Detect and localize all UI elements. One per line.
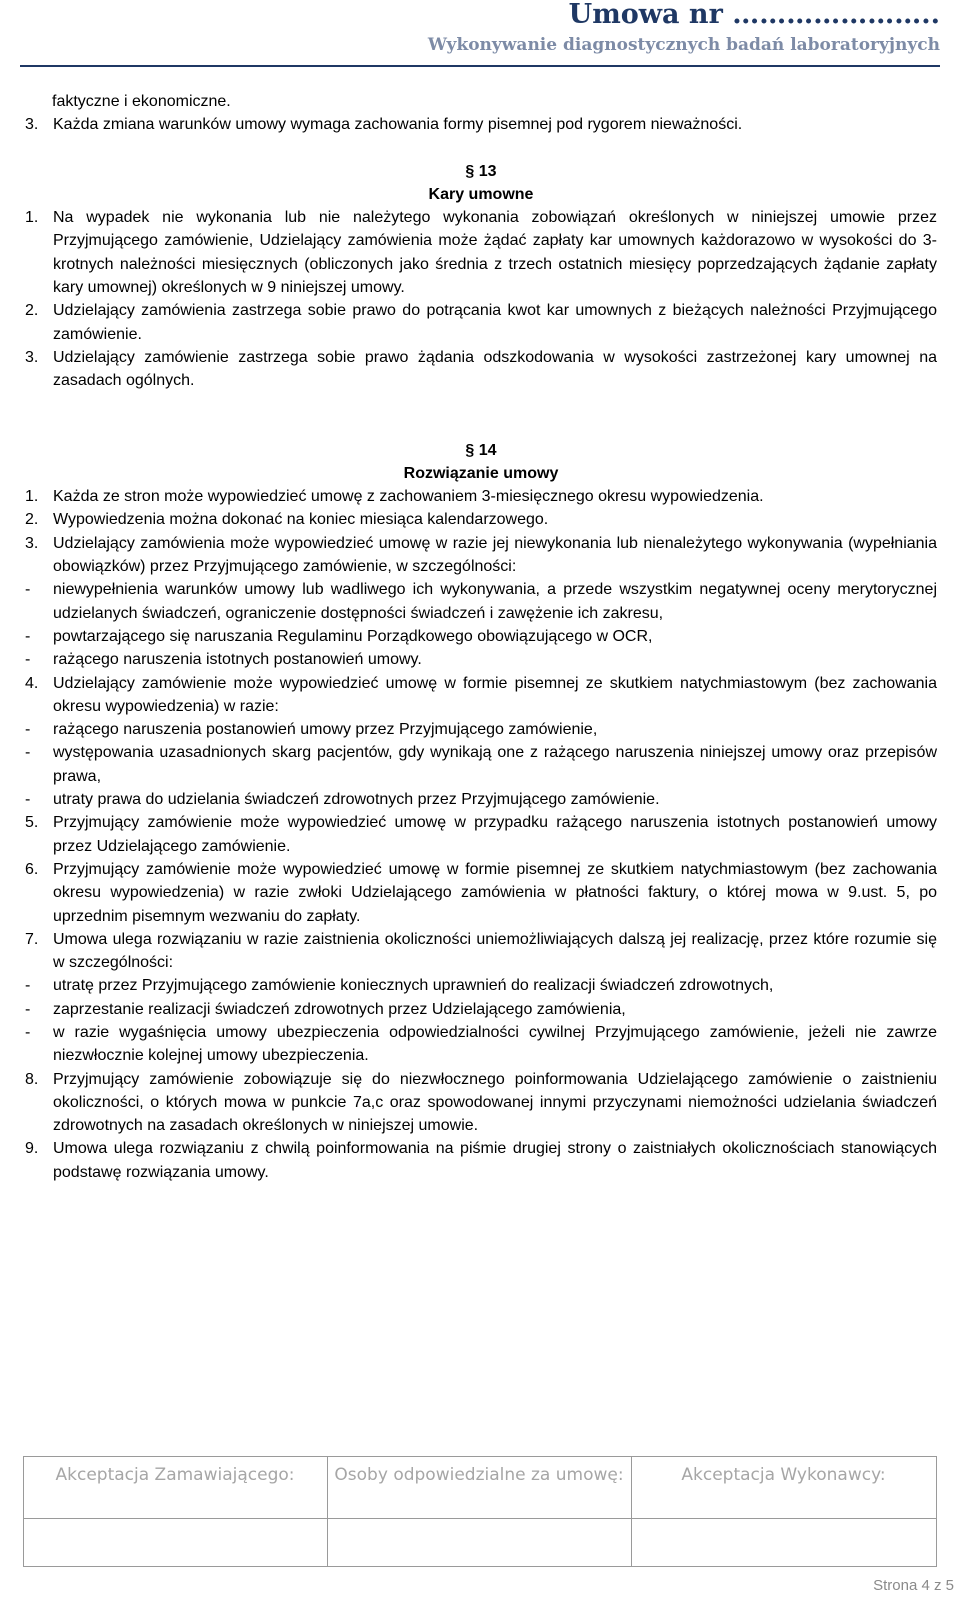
header-divider (20, 65, 940, 67)
list-item (25, 858, 937, 928)
list-item (25, 532, 937, 579)
section-13-number: 13 (478, 162, 497, 180)
section-14-list (25, 485, 937, 1184)
section-13-list (25, 206, 937, 392)
bullet-item (25, 998, 937, 1021)
item-number: 2. (25, 302, 39, 320)
item-number: - (25, 977, 31, 995)
list-item (25, 508, 937, 531)
item-number: 5. (25, 814, 39, 832)
item-text: Udzielający zamówienie zastrzega sobie prawo żądania odszkodowania w wysokości zastrzeżonej kary umownej na zasadach ogólnych. (53, 348, 937, 390)
bullet-item (25, 578, 937, 625)
item-number: - (25, 1023, 31, 1041)
item-number: 9. (25, 1140, 39, 1158)
bullet-item (25, 1021, 937, 1068)
item-text: Przyjmujący zamówienie może wypowiedzieć umowę w formie pisemnej ze skutkiem natychmiastowym (bez zachowania okresu wypowiedzenia) w razie zwłoki Udzielającego zamówienia w płatności faktury, o której mowa w 9.ust. 5, po uprzednim pisemnym wezwaniu do zapłaty. (53, 860, 937, 925)
footer-client-acceptance: Akceptacja Zamawiającego: (55, 1465, 295, 1485)
intro-line: faktyczne i ekonomiczne. (52, 93, 231, 110)
header-title: Umowa nr ………………….. (568, 0, 940, 30)
document-body (25, 90, 937, 1184)
item-text: Przyjmujący zamówienie może wypowiedzieć umowę w przypadku rażącego naruszenia istotnych postanowień umowy przez Udzielającego zamówienie. (53, 814, 937, 855)
item-text: Umowa ulega rozwiązaniu w razie zaistnienia okoliczności uniemożliwiających dalszą jej realizację, przez które rozumie się w szczególności: (53, 930, 937, 972)
bullet-item (25, 718, 937, 741)
section-14-number: 14 (478, 441, 497, 459)
section-13-title: Kary umowne (428, 185, 534, 203)
list-item (25, 1068, 937, 1138)
item-number: 7. (25, 930, 39, 948)
item-number: 2. (25, 511, 39, 529)
list-item (25, 485, 937, 508)
list-item (25, 206, 937, 299)
item-number: - (25, 651, 31, 669)
item-text: Na wypadek nie wykonania lub nie należytego wykonania zobowiązań określonych w niniejszej umowie przez Przyjmującego zamówienie, Udzielający zamówienia może żądać zapłaty kar umownych każdorazowo w wysokości do 3-krotnych należności miesięcznych (obliczonych jako średnia z trzech ostatnich miesięcy poprzedzających żądanie zapłaty kary umownej) określonych w 9 niniejszej umowy. (53, 209, 937, 297)
item-number: 4. (25, 674, 39, 692)
item-text: niewypełnienia warunków umowy lub wadliwego ich wykonywania, a przede wszystkim negatywnej oceny merytorycznej udzielanych świadczeń, ograniczenie dostępności świadczeń i zawężenie ich zakresu, (53, 581, 937, 622)
footer-responsible-persons: Osoby odpowiedzialne za umowę: (334, 1465, 624, 1485)
item-text: Udzielający zamówienie może wypowiedzieć umowę w formie pisemnej ze skutkiem natychmiastowym (bez zachowania okresu wypowiedzenia) w razie: (53, 674, 937, 715)
item-text: Każda zmiana warunków umowy wymaga zachowania formy pisemnej pod rygorem nieważności. (53, 116, 743, 134)
bullet-item (25, 648, 937, 671)
list-item (25, 672, 937, 719)
item-number: 3. (25, 534, 39, 552)
page-number: Strona 4 z 5 (873, 1577, 954, 1594)
list-item (25, 346, 937, 393)
item-text: Przyjmujący zamówienie zobowiązuje się do niezwłocznego poinformowania Udzielającego zamówienie o zaistnieniu okoliczności, o których mowa w punkcie 7a,c oraz spowodowanej innymi przyczynami niemożności udzielania świadczeń zdrowotnych na zasadach określonych w niniejszej umowie. (53, 1070, 937, 1135)
item-text: utraty prawa do udzielania świadczeń zdrowotnych przez Przyjmującego zamówienie. (53, 791, 660, 809)
item-number: 1. (25, 488, 39, 506)
bullet-item (25, 974, 937, 997)
header-subtitle: Wykonywanie diagnostycznych badań laboratoryjnych (427, 35, 940, 55)
item-number: 3. (25, 116, 39, 134)
item-text: rażącego naruszenia istotnych postanowień umowy. (53, 651, 422, 669)
item-text: rażącego naruszenia postanowień umowy przez Przyjmującego zamówienie, (53, 721, 598, 739)
item-number: - (25, 627, 31, 645)
item-text: Udzielający zamówienia zastrzega sobie prawo do potrącania kwot kar umownych z bieżących należności Przyjmującego zamówienie. (53, 302, 937, 343)
footer-contractor-acceptance: Akceptacja Wykonawcy: (681, 1465, 886, 1485)
bullet-item (25, 741, 937, 788)
item-text: Umowa ulega rozwiązaniu z chwilą poinformowania na piśmie drugiej strony o zaistniałych okolicznościach stanowiących podstawę rozwiązania umowy. (53, 1140, 937, 1181)
item-number: 6. (25, 860, 39, 878)
bullet-item (25, 788, 937, 811)
item-text: Każda ze stron może wypowiedzieć umowę z zachowaniem 3-miesięcznego okresu wypowiedzenia. (53, 488, 764, 506)
intro-item (25, 113, 937, 136)
item-number: 3. (25, 348, 39, 366)
item-number: - (25, 1000, 31, 1018)
list-item (25, 811, 937, 858)
item-text: utratę przez Przyjmującego zamówienie koniecznych uprawnień do realizacji świadczeń zdrowotnych, (53, 977, 774, 995)
item-text: powtarzającego się naruszania Regulaminu Porządkowego obowiązującego w OCR, (53, 627, 653, 645)
list-item (25, 299, 937, 346)
item-number: - (25, 744, 31, 762)
item-number: - (25, 581, 31, 599)
item-text: zaprzestanie realizacji świadczeń zdrowotnych przez Udzielającego zamówienia, (53, 1000, 626, 1018)
item-text: występowania uzasadnionych skarg pacjentów, gdy wynikają one z rażącego naruszenia niniejszej umowy oraz przepisów prawa, (53, 744, 937, 785)
section-14-title: Rozwiązanie umowy (403, 464, 559, 482)
list-item (25, 1137, 937, 1184)
item-text: Udzielający zamówienia może wypowiedzieć umowę w razie jej niewykonania lub nienależytego wykonywania (wypełniania obowiązków) przez Przyjmującego zamówienie, w szczególności: (53, 534, 937, 576)
section-13-sign: § 13 (465, 162, 497, 180)
section-14-sign: § 14 (465, 441, 497, 459)
item-number: 8. (25, 1070, 39, 1088)
item-text: w razie wygaśnięcia umowy ubezpieczenia odpowiedzialności cywilnej Przyjmującego zamówienie, jeżeli nie zawrze niezwłocznie kolejnej umowy ubezpieczenia. (53, 1023, 937, 1065)
item-number: - (25, 721, 31, 739)
bullet-item (25, 625, 937, 648)
item-number: 1. (25, 209, 39, 227)
footer-acceptance-table (23, 1456, 937, 1586)
page-header (20, 0, 940, 56)
item-number: - (25, 791, 31, 809)
list-item (25, 928, 937, 975)
item-text: Wypowiedzenia można dokonać na koniec miesiąca kalendarzowego. (53, 511, 549, 529)
